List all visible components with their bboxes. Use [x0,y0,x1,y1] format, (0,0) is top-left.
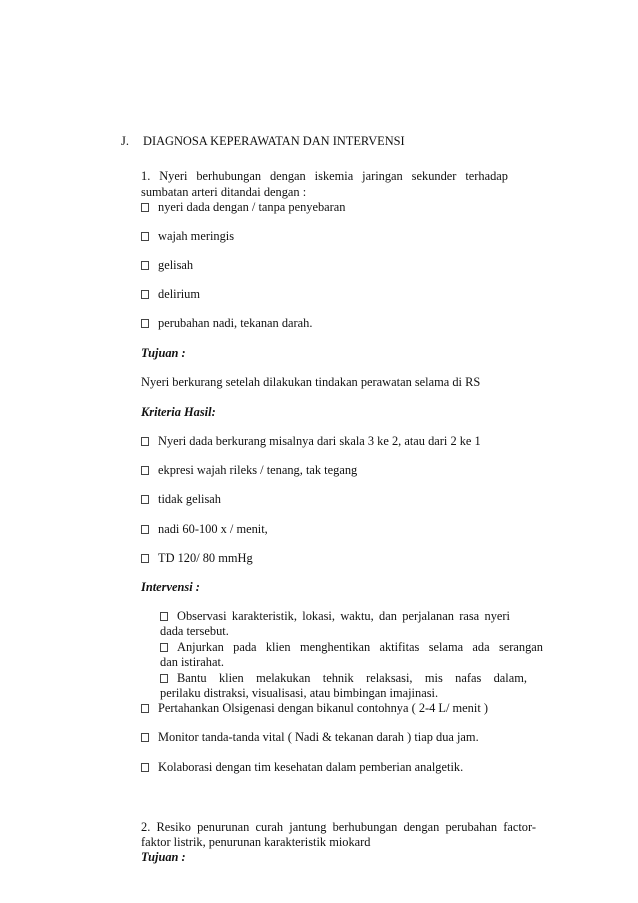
bullet-box-icon [160,643,168,652]
bullet-box-icon [160,674,168,683]
criteria-item: Nyeri dada berkurang misalnya dari skala 3 ke 2, atau dari 2 ke 1 [141,434,481,448]
diagnosis-1-statement: 1. Nyeri berhubungan dengan iskemia jaringan sekunder terhadap [141,169,508,183]
criteria-item: TD 120/ 80 mmHg [141,551,253,565]
criteria-item: ekpresi wajah rileks / tenang, tak tegang [141,463,357,477]
section-letter: J. [121,134,129,148]
bullet-box-icon [141,319,149,328]
tujuan-label: Tujuan : [141,346,186,360]
intervention-item-cont: dan istirahat. [160,655,224,669]
bullet-box-icon [141,232,149,241]
bullet-box-icon [141,525,149,534]
intervention-item: Observasi karakteristik, lokasi, waktu, dan perjalanan rasa nyeri [160,609,510,623]
bullet-box-icon [141,763,149,772]
bullet-box-icon [160,612,168,621]
bullet-box-icon [141,733,149,742]
sign-item: wajah meringis [141,229,234,243]
kriteria-label: Kriteria Hasil: [141,405,216,419]
bullet-box-icon [141,466,149,475]
intervensi-label: Intervensi : [141,580,200,594]
bullet-box-icon [141,261,149,270]
diagnosis-2-statement-cont: faktor listrik, penurunan karakteristik miokard [141,835,371,849]
criteria-item: tidak gelisah [141,492,221,506]
intervention-item-cont: perilaku distraksi, visualisasi, atau bimbingan imajinasi. [160,686,439,700]
sign-item: perubahan nadi, tekanan darah. [141,316,312,330]
bullet-box-icon [141,203,149,212]
intervention-item-cont: dada tersebut. [160,624,229,638]
bullet-box-icon [141,554,149,563]
tujuan-text: Nyeri berkurang setelah dilakukan tindakan perawatan selama di RS [141,375,481,389]
diagnosis-1-statement-cont: sumbatan arteri ditandai dengan : [141,185,307,199]
bullet-box-icon [141,290,149,299]
intervention-item: Anjurkan pada klien menghentikan aktifitas selama ada serangan [160,640,543,654]
sign-item: delirium [141,287,200,301]
criteria-item: nadi 60-100 x / menit, [141,522,268,536]
diagnosis-2-statement: 2. Resiko penurunan curah jantung berhubungan dengan perubahan factor- [141,820,536,834]
bullet-box-icon [141,704,149,713]
intervention-item: Bantu klien melakukan tehnik relaksasi, mis nafas dalam, [160,671,527,685]
tujuan-label: Tujuan : [141,850,186,864]
sign-item: gelisah [141,258,193,272]
sign-item: nyeri dada dengan / tanpa penyebaran [141,200,346,214]
intervention-item: Pertahankan Olsigenasi dengan bikanul contohnya ( 2-4 L/ menit ) [141,701,488,715]
section-title: DIAGNOSA KEPERAWATAN DAN INTERVENSI [143,134,405,148]
bullet-box-icon [141,495,149,504]
intervention-item: Monitor tanda-tanda vital ( Nadi & tekanan darah ) tiap dua jam. [141,730,479,744]
bullet-box-icon [141,437,149,446]
intervention-item: Kolaborasi dengan tim kesehatan dalam pemberian analgetik. [141,760,463,774]
